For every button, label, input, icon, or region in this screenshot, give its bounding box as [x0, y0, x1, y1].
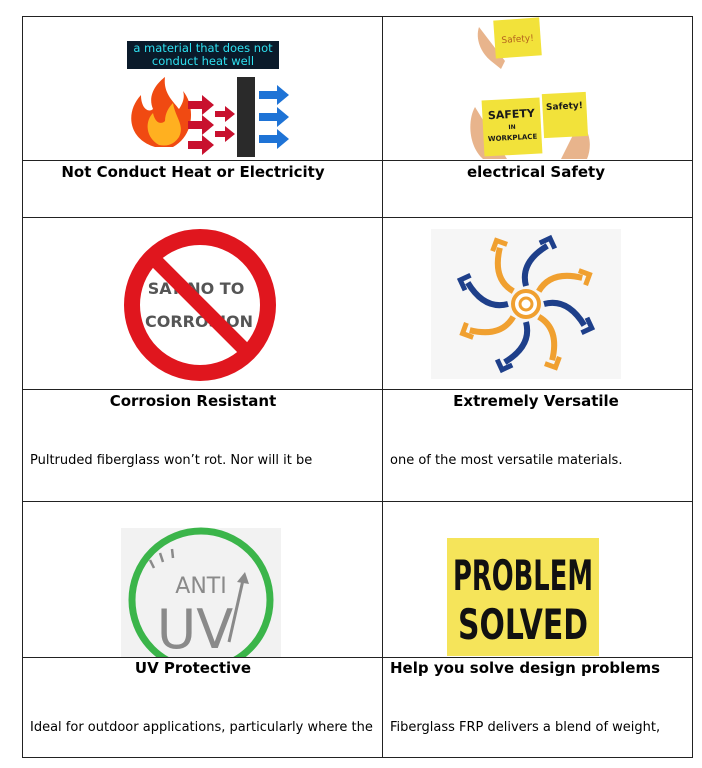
versatile-feature-title: Extremely Versatile — [453, 392, 619, 410]
anti-uv-badge — [23, 502, 382, 657]
caption-line-2: conduct heat well — [151, 54, 255, 68]
corrosion-feature-text — [30, 411, 351, 501]
insulation-wall — [237, 77, 255, 157]
text-line: Ideal for outdoor applications, particularly where the — [30, 720, 373, 735]
versatile-arrows-illustration — [383, 218, 694, 389]
prohibition-slash — [153, 258, 247, 352]
no-corrosion-sign — [23, 218, 382, 389]
design-feature-title: Help you solve design problems — [390, 659, 661, 677]
badge-word-uv: UV — [156, 598, 234, 657]
sign-word-solved: SOLVED — [458, 600, 588, 649]
heat-feature-text — [30, 182, 274, 217]
text-line: Pultruded fiberglass won’t rot. Nor will it be — [30, 453, 313, 468]
center-dot — [520, 298, 532, 310]
versatile-image-cell — [383, 218, 694, 389]
sign-line-1: SAY NO TO — [147, 279, 245, 298]
text-line: Fiberglass FRP delivers a blend of weight, — [390, 720, 661, 735]
safety-feature-cell — [383, 161, 694, 217]
heat-feature-title: Not Conduct Heat or Electricity — [61, 163, 325, 181]
heat-insulation-illustration — [23, 17, 382, 160]
heat-insulation-image-cell — [23, 17, 382, 160]
safety-notes-illustration — [383, 17, 694, 160]
safety-feature-text — [401, 182, 676, 217]
problem-solved-image-cell — [383, 502, 694, 657]
sign-line-2: CORROSION — [144, 312, 254, 331]
heat-arrow-icons — [188, 95, 235, 155]
features-table — [22, 16, 693, 758]
text-line: one of the most versatile materials. — [390, 453, 623, 468]
corrosion-image-cell — [23, 218, 382, 389]
uv-feature-cell — [23, 658, 382, 758]
safety-in-workplace-note — [482, 97, 543, 156]
flame-icon — [131, 77, 191, 147]
svg-text:Safety!: Safety! — [501, 33, 535, 47]
svg-text:SAFETY: SAFETY — [487, 106, 536, 123]
uv-image-cell — [23, 502, 382, 657]
versatile-feature-cell — [383, 390, 694, 501]
design-feature-text — [390, 678, 660, 758]
versatile-feature-text — [390, 411, 682, 501]
badge-word-anti: ANTI — [175, 574, 227, 599]
heat-feature-cell — [23, 161, 382, 217]
problem-solved-sign — [383, 502, 694, 657]
design-feature-cell — [383, 658, 694, 758]
sign-word-problem: PROBLEM — [453, 551, 593, 600]
svg-text:IN: IN — [508, 123, 516, 132]
safety-note-top — [493, 17, 542, 58]
safety-image-cell — [383, 17, 694, 160]
uv-feature-text — [30, 678, 373, 758]
safety-note-right — [542, 92, 588, 138]
caption-line-1: a material that does not — [133, 41, 273, 55]
svg-text:Safety!: Safety! — [545, 101, 584, 113]
corrosion-feature-cell — [23, 390, 382, 501]
safety-feature-title: electrical Safety — [466, 163, 606, 181]
svg-text:WORKPLACE: WORKPLACE — [487, 132, 538, 144]
blocked-arrow-icons — [259, 85, 289, 149]
corrosion-feature-title: Corrosion Resistant — [109, 392, 277, 410]
uv-feature-title: UV Protective — [134, 659, 252, 677]
